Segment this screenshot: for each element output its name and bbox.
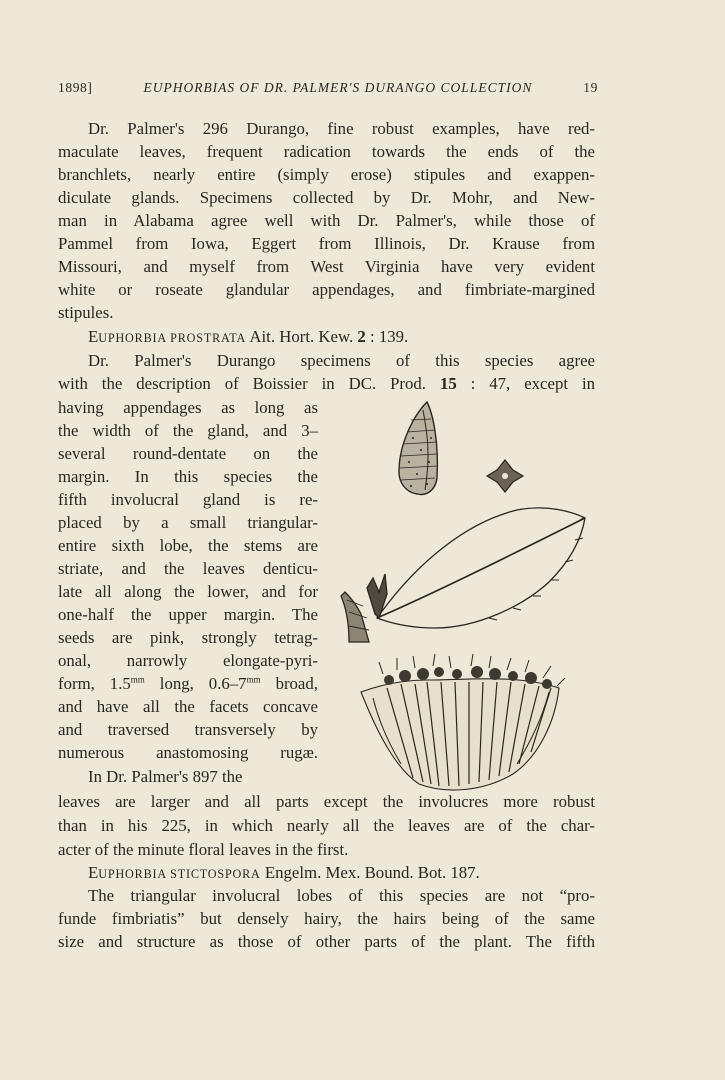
- text-line: funde fimbriatis” but densely hairy, the hairs being of the same: [58, 909, 595, 928]
- text-line-measurements: form, $1.5^{mm}$ long, $0.6-7^{mm}$ broad,: [58, 674, 318, 693]
- text-line: striate, and the leaves denticu-: [58, 559, 318, 578]
- text-line: Pammel from Iowa, Eggert from Illinois, Dr. Krause from: [58, 234, 595, 253]
- text-line: seeds are pink, strongly tetrag-: [58, 628, 318, 647]
- text-line: maculate leaves, frequent radication towards the ends of the: [58, 142, 595, 161]
- text-line: and traversed transversely by: [58, 720, 318, 739]
- header-page-number: 19: [583, 80, 598, 95]
- text-line: acter of the minute floral leaves in the first.: [58, 840, 349, 859]
- text-line: margin. In this species the: [58, 467, 318, 486]
- species-heading: EUPHORBIA STICTOSPORA Engelm. Mex. Bound. Bot. 187.: [88, 863, 480, 882]
- text-line: late all along the lower, and for: [58, 582, 318, 601]
- leaf-figure: [341, 508, 585, 642]
- text-line: than in his 225, in which nearly all the leaves are of the char-: [58, 816, 595, 835]
- botanical-illustration: [327, 392, 595, 812]
- text-line: having appendages as long as: [58, 398, 318, 417]
- text-line: Missouri, and myself from West Virginia have very evident: [58, 257, 595, 276]
- text-line: fifth involucral gland is re-: [58, 490, 318, 509]
- involucre-figure: [361, 654, 565, 790]
- text-line: In Dr. Palmer's 897 the: [88, 767, 243, 786]
- text-line: diculate glands. Specimens collected by Dr. Mohr, and New-: [58, 188, 595, 207]
- running-header: [58, 80, 598, 96]
- header-title: EUPHORBIAS OF DR. PALMER'S DURANGO COLLECTION: [143, 80, 533, 95]
- header-year: 1898]: [58, 80, 93, 95]
- seed-figure: [399, 402, 437, 494]
- text-line: and have all the facets concave: [58, 697, 318, 716]
- text-line: stipules.: [58, 303, 114, 322]
- text-line: man in Alabama agree well with Dr. Palmer's, while those of: [58, 211, 595, 230]
- text-line: Dr. Palmer's 296 Durango, fine robust examples, have red-: [88, 119, 595, 138]
- text-line: entire sixth lobe, the stems are: [58, 536, 318, 555]
- text-line: onal, narrowly elongate-pyri-: [58, 651, 318, 670]
- text-line: leaves are larger and all parts except the involucres more robust: [58, 792, 595, 811]
- text-line: branchlets, nearly entire (simply erose) stipules and exappen-: [58, 165, 595, 184]
- text-line: with the description of Boissier in DC. Prod. 15 : 47, except in: [58, 374, 595, 393]
- text-line: several round-dentate on the: [58, 444, 318, 463]
- text-line: white or roseate glandular appendages, and fimbriate-margined: [58, 280, 595, 299]
- species-heading: EUPHORBIA PROSTRATA Ait. Hort. Kew. 2 : 139.: [88, 327, 409, 346]
- text-line: placed by a small triangular-: [58, 513, 318, 532]
- text-line: numerous anastomosing rugæ.: [58, 743, 318, 762]
- text-line: Dr. Palmer's Durango specimens of this species agree: [88, 351, 595, 370]
- text-line: the width of the gland, and 3–: [58, 421, 318, 440]
- seed-cross-section: [487, 460, 523, 492]
- text-line: one-half the upper margin. The: [58, 605, 318, 624]
- text-line: size and structure as those of other parts of the plant. The fifth: [58, 932, 595, 951]
- text-line: The triangular involucral lobes of this species are not “pro-: [88, 886, 595, 905]
